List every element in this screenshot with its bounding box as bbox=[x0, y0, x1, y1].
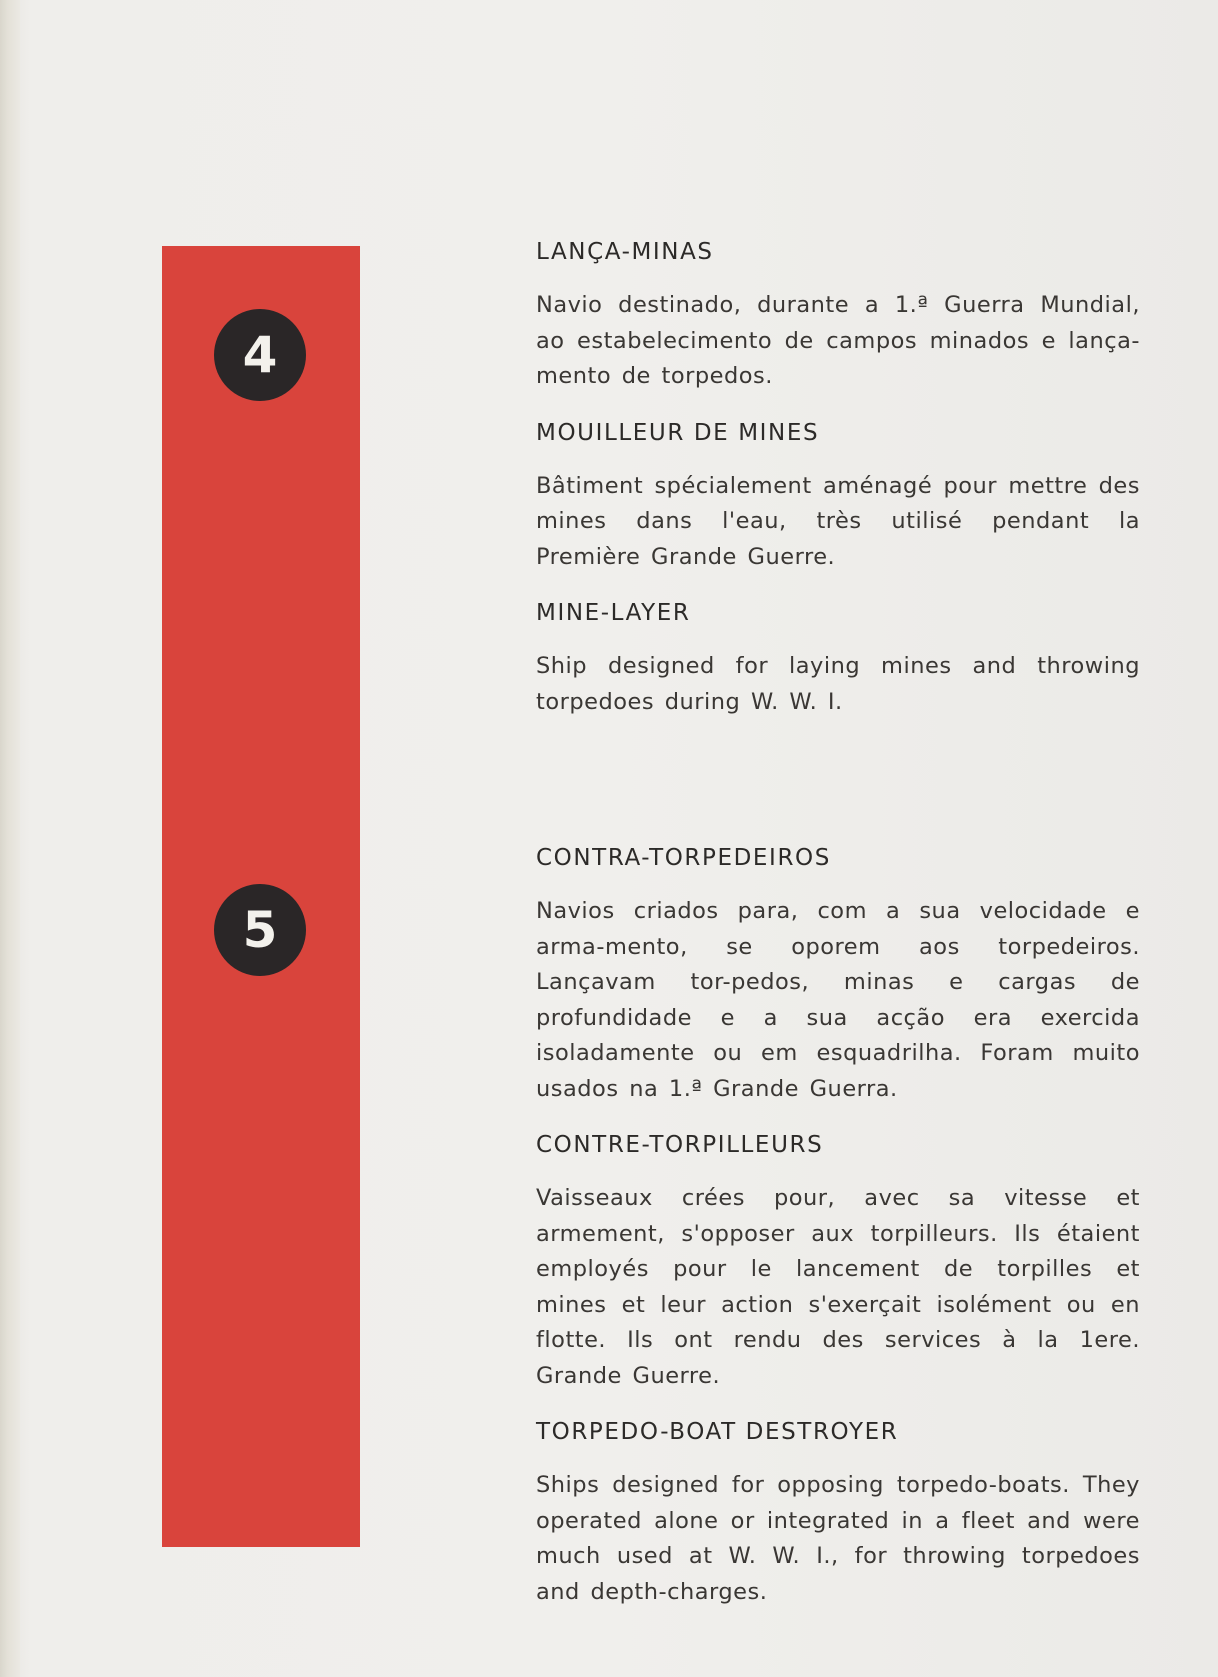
heading-mine-layer: MINE-LAYER bbox=[536, 600, 691, 626]
entry-french bbox=[536, 1131, 1140, 1394]
text-torpedo-boat-destroyer: Ships designed for opposing torpedo-boats. They operated alone or integrated in a fleet and were much used at W. W. I., for throwing torpedoes and depth-charges. bbox=[536, 1472, 1140, 1605]
heading-torpedo-boat-destroyer: TORPEDO-BOAT DESTROYER bbox=[536, 1419, 899, 1445]
heading-mouilleur-de-mines: MOUILLEUR DE MINES bbox=[536, 419, 820, 446]
heading-lanca-minas: LANÇA-MINAS bbox=[536, 239, 714, 265]
text-contre-torpilleurs: Vaisseaux crées pour, avec sa vitesse et armement, s'opposer aux torpilleurs. Ils étaient employés pour le lancement de torpilles et mines et leur action s'exerçait isolément ou en flotte. Ils ont rendu des services à la 1ere. Grande Guerre. bbox=[536, 1185, 1140, 1389]
entry-french bbox=[536, 419, 1140, 576]
text-lanca-minas: Navio destinado, durante a 1.ª Guerra Mundial, ao estabelecimento de campos minados e lança-mento de torpedos. bbox=[536, 292, 1140, 389]
text-contra-torpedeiros: Navios criados para, com a sua velocidade e arma-mento, se oporem aos torpedeiros. Lançavam tor-pedos, minas e cargas de profundidade e a sua acção era exercida isoladamente ou em esquadrilha. Foram muito usados na 1.ª Grande Guerra. bbox=[536, 898, 1140, 1102]
entry-portuguese bbox=[536, 238, 1140, 395]
heading-contre-torpilleurs: CONTRE-TORPILLEURS bbox=[536, 1132, 824, 1158]
binding-edge bbox=[0, 0, 20, 1677]
number-badge-5: 5 bbox=[214, 884, 306, 976]
entry-english bbox=[536, 599, 1140, 720]
entry-english bbox=[536, 1418, 1140, 1610]
heading-contra-torpedeiros: CONTRA-TORPEDEIROS bbox=[536, 845, 831, 871]
entry-portuguese bbox=[536, 844, 1140, 1107]
number-badge-4: 4 bbox=[214, 309, 306, 401]
text-mine-layer: Ship designed for laying mines and throwing torpedoes during W. W. I. bbox=[536, 653, 1140, 715]
section-destroyer bbox=[536, 844, 1140, 1634]
text-mouilleur-de-mines: Bâtiment spécialement aménagé pour mettre des mines dans l'eau, très utilisé pendant la Première Grande Guerre. bbox=[536, 472, 1140, 570]
section-mine-layer bbox=[536, 238, 1140, 744]
